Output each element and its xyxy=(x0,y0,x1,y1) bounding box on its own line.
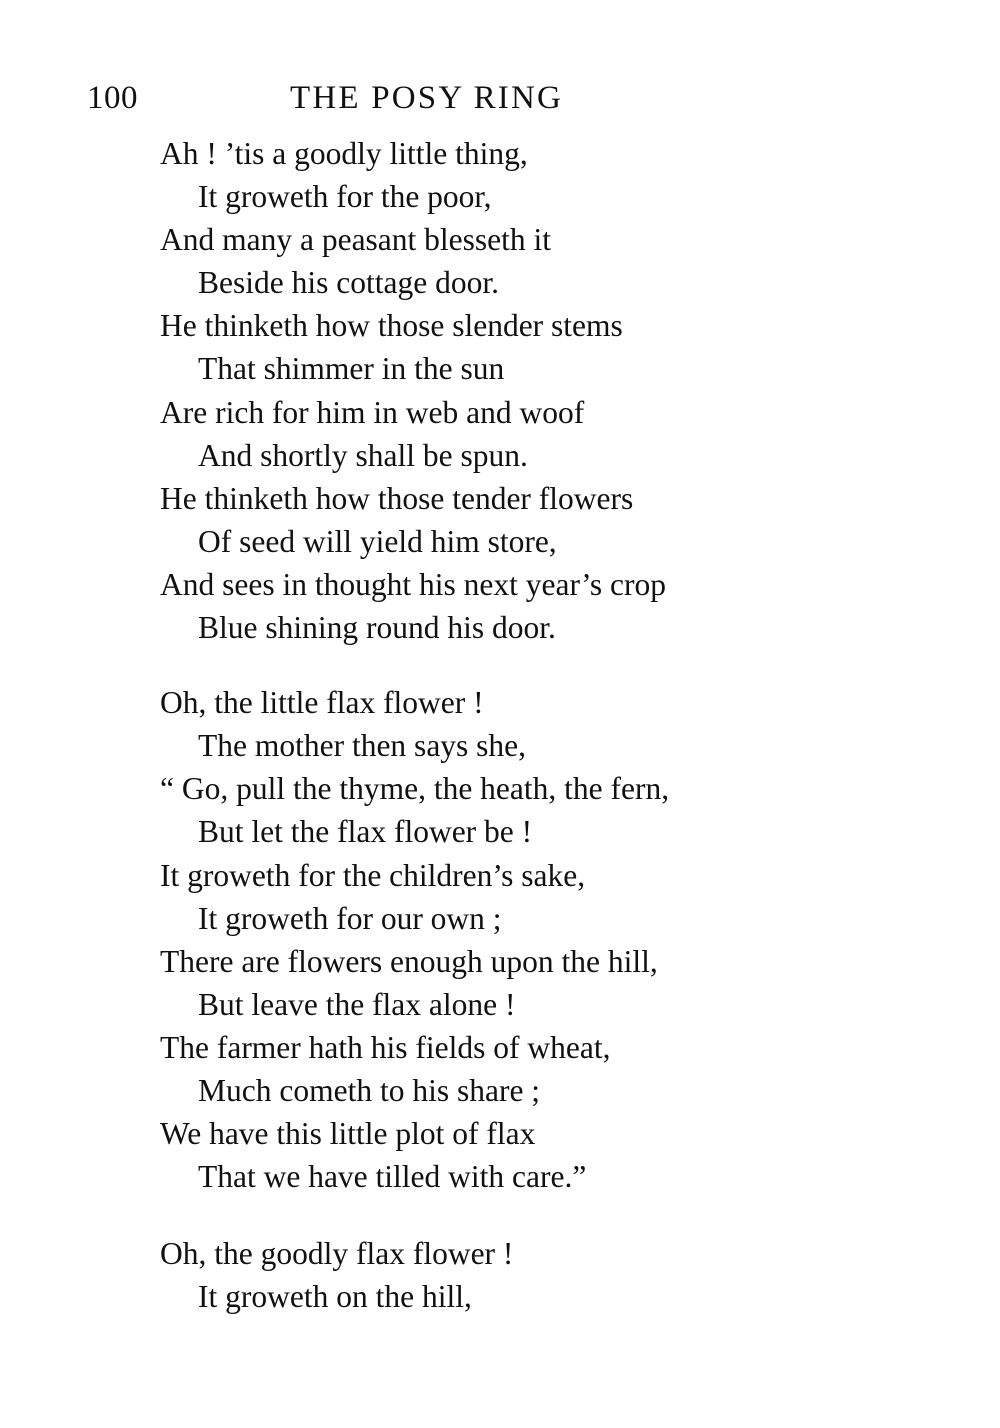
poem-line: Blue shining round his door. xyxy=(198,610,556,646)
running-title: THE POSY RING xyxy=(290,80,564,116)
stanza-2 xyxy=(160,681,940,1198)
stanza-1 xyxy=(160,132,940,649)
poem-line: Of seed will yield him store, xyxy=(198,523,557,559)
poem-line: It groweth for the poor, xyxy=(198,179,492,215)
poem-line: That shimmer in the sun xyxy=(198,351,505,387)
poem-line: And many a peasant blesseth it xyxy=(160,222,552,258)
poem-line: “ Go, pull the thyme, the heath, the fern, xyxy=(160,771,670,807)
poem-line: But let the flax flower be ! xyxy=(198,814,533,850)
stanza-3 xyxy=(160,1232,940,1318)
poem-line: That we have tilled with care.” xyxy=(198,1159,587,1195)
poem-line: The farmer hath his fields of wheat, xyxy=(160,1029,611,1065)
poem-line: And sees in thought his next year’s crop xyxy=(160,566,666,602)
poem-body xyxy=(160,132,940,1318)
poem-line: Oh, the goodly flax flower ! xyxy=(160,1236,514,1272)
poem-line: Oh, the little flax flower ! xyxy=(160,685,484,721)
poem-line: Ah ! ’tis a goodly little thing, xyxy=(160,136,528,171)
poem-line: And shortly shall be spun. xyxy=(198,437,528,473)
poem-line: But leave the flax alone ! xyxy=(198,986,516,1022)
poem-line: Much cometh to his share ; xyxy=(198,1072,541,1108)
poem-line: It groweth on the hill, xyxy=(198,1279,472,1315)
poem-line: There are flowers enough upon the hill, xyxy=(160,943,658,979)
poem-line: It groweth for the children’s sake, xyxy=(160,857,586,893)
poem-line: It groweth for our own ; xyxy=(198,900,502,936)
poem-line: Beside his cottage door. xyxy=(198,265,499,301)
poem-line: The mother then says she, xyxy=(198,728,527,764)
page-number: 100 xyxy=(87,80,138,116)
poem-line: He thinketh how those slender stems xyxy=(160,308,623,344)
poem-line: He thinketh how those tender flowers xyxy=(160,480,634,516)
poem-line: Are rich for him in web and woof xyxy=(160,394,585,430)
poem-line: We have this little plot of flax xyxy=(160,1116,536,1152)
